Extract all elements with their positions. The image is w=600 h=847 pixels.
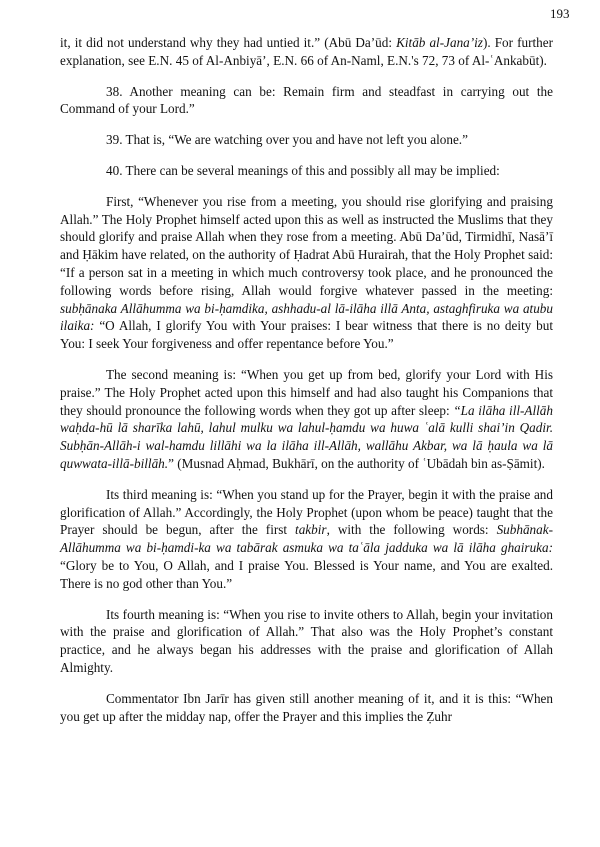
text: First, “Whenever you rise from a meeting, you should rise glorifying and praising Allah.” The Holy Prophet himself acted upon this as well as instructed the Muslims that they should glorify and praise Allah when they rose from a meeting. Abū Daʼūd, Tirmidhī, Nasāʼī and Ḥākim have related, on the authority of Ḥadrat Abū Hurairah, that the Holy Prophet said: “If a person sat in a meeting in which much controversy took place, and he pronounced the following words before rising, Allah would forgive whatever passed in the meeting: bbox=[60, 193, 553, 298]
paragraph-first-meaning bbox=[60, 193, 553, 353]
paragraph-continuation bbox=[60, 34, 553, 70]
text: it, it did not understand why they had untied it.” (Abū Daʼūd: bbox=[60, 35, 397, 50]
page-body bbox=[60, 34, 553, 725]
text: ” (Musnad Aḥmad, Bukhārī, on the authority of ʿUbādah bin as-Ṣāmit). bbox=[168, 455, 545, 471]
text: “O Allah, I glorify You with Your praises: I bear witness that there is no deity but You: I seek Your forgiveness and offer repentance before You.” bbox=[60, 318, 553, 352]
citation-title: Kitāb al-Janaʼiz bbox=[396, 35, 483, 50]
text: Its third meaning is: “When you stand up for the Prayer, begin it with the praise and glorification of Allah.” Accordingly, the Holy Prophet (upon whom be peace) taught that the Prayer should be begun, after the first bbox=[60, 486, 553, 538]
text: , with the following words: bbox=[326, 522, 497, 538]
note-39 bbox=[60, 131, 553, 149]
transliteration: “La ilāha ill-Allāh waḥda-hū lā sharīka lahū, lahul mulku wa lahul-ḥamdu wa huwa ʿalā kulli shaiʼin Qadir. Subḥān-Allāh-i wal-hamdu lillāhi wa la ilāha ill-Allāh, wallāhu Akbar, wa lā ḥaula wa lā quwwata-illā-billāh. bbox=[60, 402, 553, 471]
text: 40. There can be several meanings of this and possibly all may be implied: bbox=[106, 162, 500, 178]
text: 39. That is, “We are watching over you and have not left you alone.” bbox=[106, 132, 468, 148]
paragraph-second-meaning bbox=[60, 366, 553, 473]
paragraph-fourth-meaning bbox=[60, 606, 553, 677]
term: takbir bbox=[295, 522, 327, 538]
note-40 bbox=[60, 162, 553, 180]
text: “Glory be to You, O Allah, and I praise You. Blessed is Your name, and You are exalted. There is no god other than You.” bbox=[60, 557, 553, 591]
transliteration: Subhānak-Allāhumma wa bi-ḥamdi-ka wa tabārak asmuka wa taʿāla jadduka wa lā ilāha ghairuka: bbox=[60, 522, 553, 556]
text: 38. Another meaning can be: Remain firm and steadfast in carrying out the Command of your Lord.” bbox=[60, 83, 553, 117]
paragraph-third-meaning bbox=[60, 486, 553, 593]
paragraph-fifth-meaning bbox=[60, 690, 553, 726]
text: Its fourth meaning is: “When you rise to invite others to Allah, begin your invitation with the praise and glorification of Allah.” That also was the Holy Prophet’s constant practice, and he always began his addresses with the praise and glorification of Allah Almighty. bbox=[60, 606, 553, 675]
note-38 bbox=[60, 83, 553, 119]
text: ). For further explanation, see E.N. 45 of Al-Anbiyāʼ, E.N. 66 of An-Naml, E.N.'s 72, 73 of Al-ʿAnkabūt). bbox=[60, 35, 553, 68]
text: Commentator Ibn Jarīr has given still another meaning of it, and it is this: “When you get up after the midday nap, offer the Prayer and this implies the Ẓuhr bbox=[60, 690, 553, 724]
text: The second meaning is: “When you get up from bed, glorify your Lord with His praise.” The Holy Prophet acted upon this himself and had also taught his Companions that they should pronounce the following words when they got up after sleep: bbox=[60, 366, 553, 418]
page-number: 193 bbox=[550, 6, 570, 21]
transliteration: subḥānaka Allāhumma wa bi-ḥamdika, ashhadu-al lā-ilāha illā Anta, astaghfiruka wa atubu ilaika: bbox=[60, 300, 553, 334]
